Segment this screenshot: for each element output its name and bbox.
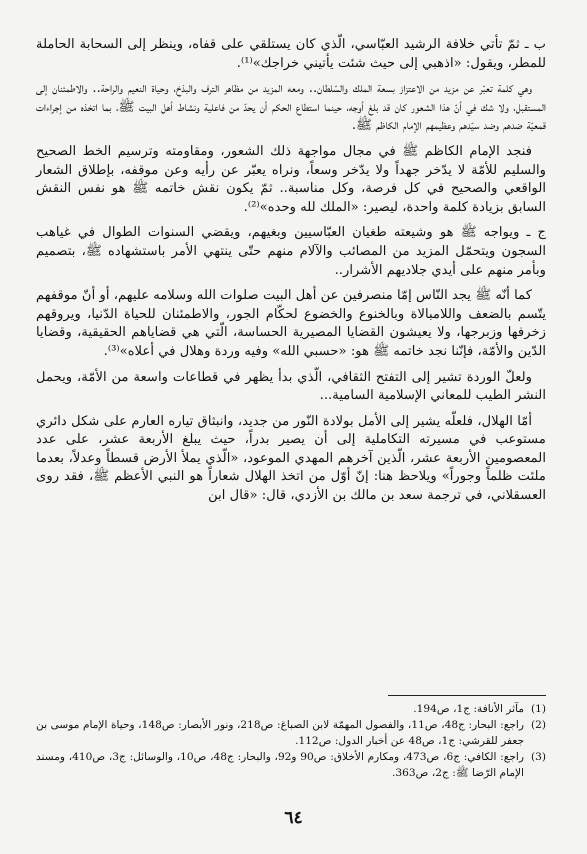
paragraph: فنجد الإمام الكاظم ﷺ في مجال مواجهة ذلك الشعور، ومقاومته وترسيم الخط الصحيح والسليم للأمّة لا يدّخر جهداً ولا يدّخر وسعاً، ونراه يعبّر عن رأيه وعن موقفه، بإطلاق الشعار الواقعي والصحيح في كل فرصة، وكل مناسبة.. ثمّ يكون نقش خاتمه ﷺ هو نفس النقش السابق بزيادة كلمة واحدة، ليصير: «الملك لله وحده»⁽²⁾. xyxy=(36,143,546,215)
footnote-text: راجع: الكافي: ج6، ص473، ومكارم الأخلاق: ص90 و92، والبحار: ج48، ص10، والوسائل: ج3، ص410، ومسند الإمام الرّضا ﷺ: ج2، ص363. xyxy=(36,751,524,779)
paragraph: ب ـ ثمّ تأتي خلافة الرشيد العبّاسي، الّذي كان يستلقي على قفاه، وينظر إلى السحابة الحاملة للمطر، ويقول: «اذهبي إلى حيث شئت يأتيني خراجك»⁽¹⁾. xyxy=(36,37,546,71)
paragraph: كما أنّه ﷺ يجد النّاس إمّا منصرفين عن أهل البيت صلوات الله وسلامه عليهم، أو أنّ موقفهم يتّسم بالضعف واللامبالاة وبالخنوع والخضوع لحكّام الجور، والاطمئنان للحياة الدّنيا، ويروقهم زخرفها وزبرجها، ولا يعيشون القضايا المصيرية الحساسة، الّتي هي قضاياهم الحقيقية، وقضايا الدّين والأمّة، فإنّنا نجد خاتمه ﷺ هو: «حسبي الله» وفيه وردة وهلال في أعلاه»⁽³⁾. xyxy=(36,288,546,359)
footnote xyxy=(36,750,546,781)
footnote-number: (3) xyxy=(530,751,546,764)
main-text xyxy=(36,36,546,513)
footnote-number: (2) xyxy=(530,719,546,732)
footnote xyxy=(36,718,546,749)
footnote-text: مآثر الأنافة: ج1، ص194. xyxy=(413,703,524,715)
footnote-text: راجع: البحار: ج48، ص11، والفصول المهمّة لابن الصباغ: ص218، ونور الأبصار: ص148، وحياة الإمام موسى بن جعفر للقرشي: ج1، ص48 عن أخبار الدول: ص112. xyxy=(36,719,524,747)
paragraph: أمّا الهلال، فلعلّه يشير إلى الأمل بولادة النّور من جديد، وانبثاق تياره العارم على شكل دائري مستوعب في مسيرته التكاملية إلى أن يصير بدراً، حيث يبلغ الأربعة عشر، على عدد المعصومين الأربعة عشر، الّذين آخرهم المهدي الموعود، «الّذي يملأ الأرض قسطاً وعدلاً، بعدما ملئت ظلماً وجوراً» ويلاحظ هنا: إنّ أوّل من اتخذ الهلال شعاراً هو النبي الأعظم ﷺ، فقد روى العسقلاني، في ترجمة سعد بن مالك بن الأزدي، قال: «قال ابن xyxy=(36,413,546,504)
footnote xyxy=(36,702,546,717)
footnotes xyxy=(36,702,546,782)
paragraph: ولعلّ الوردة تشير إلى التفتح الثقافي، الّذي بدأ يظهر في قطاعات واسعة من الأمّة، ويحمل النشر الطيب للمعاني الإسلامية السامية... xyxy=(36,369,546,404)
paragraph: ج ـ ويواجه ﷺ هو وشيعته طغيان العبّاسيين وبغيهم، ويقضي السنوات الطوال في غياهب السجون ويتحمّل المزيد من المصائب والآلام منهم حتّى ينتهي الأمر باستشهاده ﷺ، بتصميم وبأمر منهم على أيدي جلاديهم الأشرار.. xyxy=(36,225,546,278)
page-number: ٦٤ xyxy=(284,808,303,828)
footnote-separator xyxy=(388,695,546,696)
footnote-number: (1) xyxy=(530,703,546,715)
paragraph: وهي كلمة تعبّر عن مزيد من الاعتزاز بسعة الملك والسّلطان.. ومعه المزيد من مظاهر الترف والبذخ، وحياة النعيم والراحة.. والاطمئنان إلى المستقبل، ولا شك في أنّ هذا الشعور كان قد بلغ أوجه، حينما استطاع الحكم أن يحدّ من فاعلية ونشاط أهل البيت ﷺ، بما اتخذه من إجراءات قمعيّة ضدهم وضد سيّدهم وعظيمهم الإمام الكاظم ﷺ. xyxy=(36,81,546,134)
